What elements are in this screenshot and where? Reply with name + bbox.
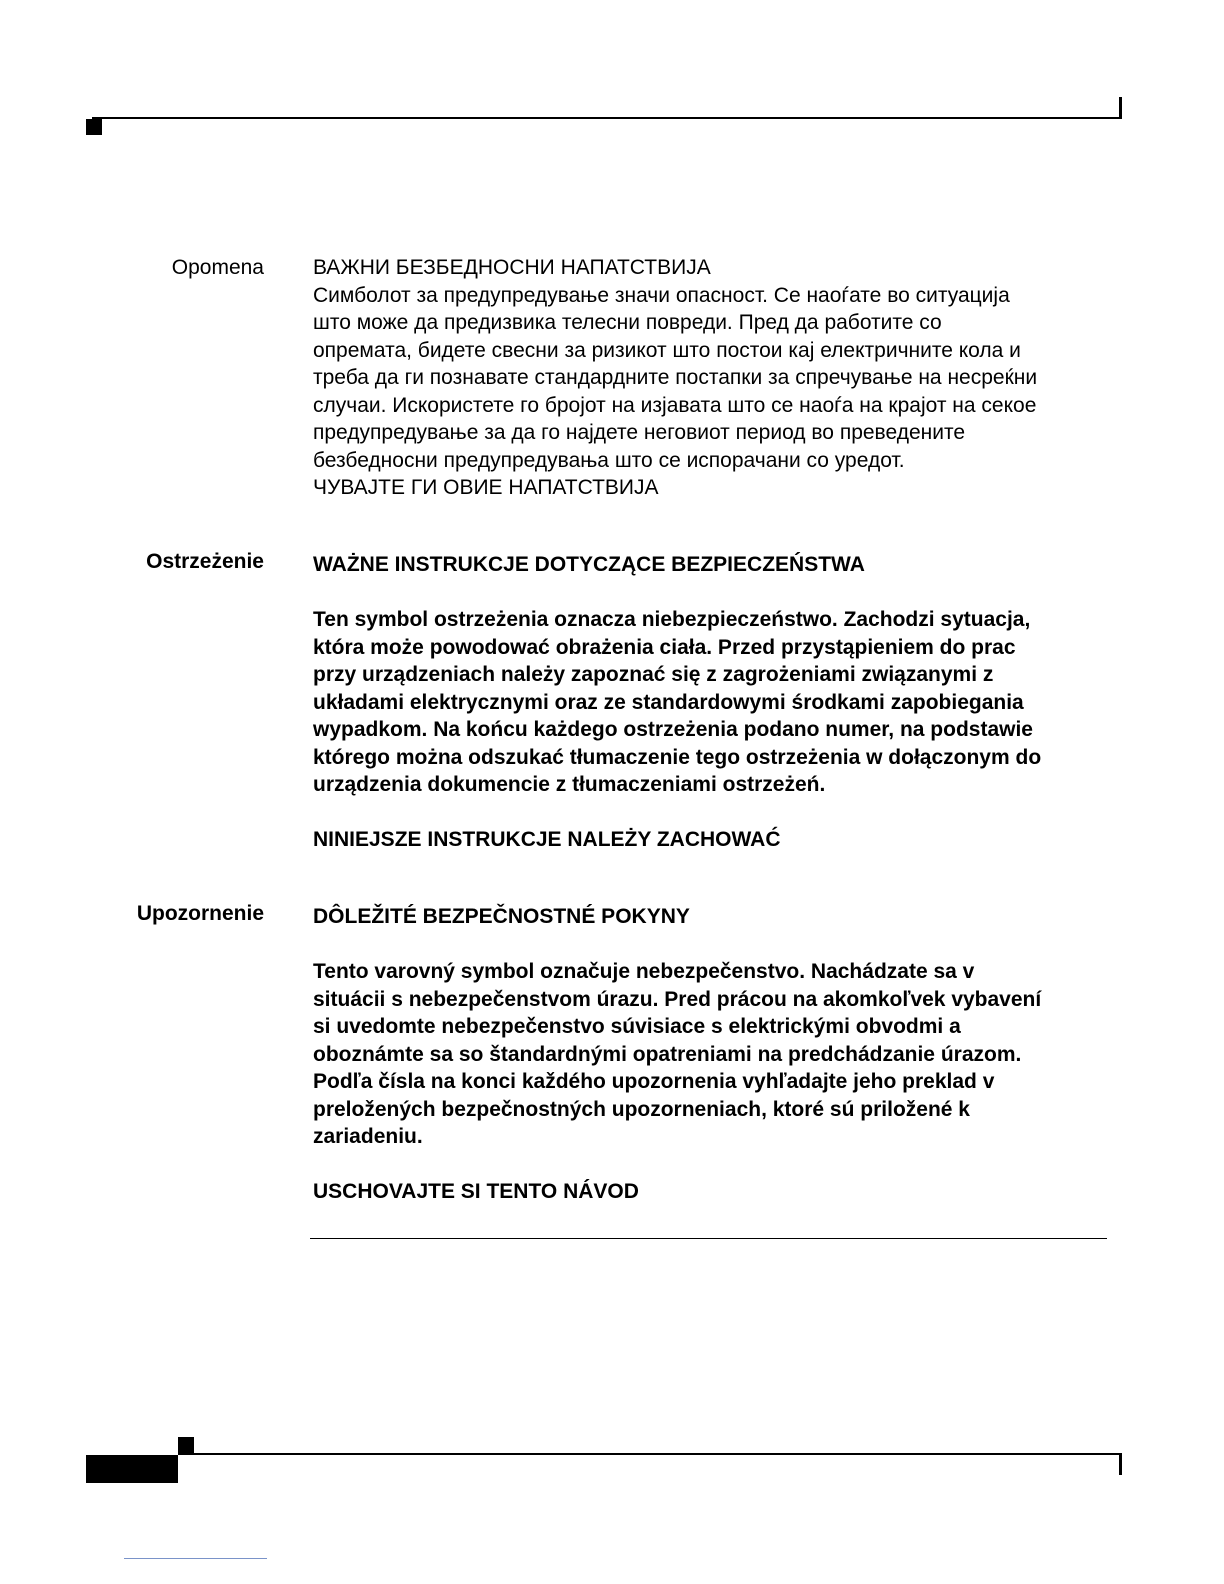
body-line: wypadkom. Na końcu każdego ostrzeżenia podano numer, na podstawie (313, 718, 1033, 741)
body-line: oboznámte sa so štandardnými opatreniami na predchádzanie úrazom. (313, 1042, 1022, 1066)
body-line: безбедносни предупредувања што се испорачани со уредот. (313, 448, 905, 472)
section-end-rule (310, 1238, 1107, 1239)
header-rule (92, 117, 1122, 119)
section-label-upozornenie: Upozornenie (136, 902, 264, 925)
body-line: Ten symbol ostrzeżenia oznacza niebezpieczeństwo. Zachodzi sytuacja, (313, 608, 1031, 631)
section-footer: NINIEJSZE INSTRUKCJE NALEŻY ZACHOWAĆ (313, 828, 781, 851)
body-line: situácii s nebezpečenstvom úrazu. Pred prácou na akomkoľvek vybavení (313, 987, 1042, 1011)
footer-marker-small (178, 1437, 194, 1453)
section-footer: USCHOVAJTE SI TENTO NÁVOD (313, 1180, 639, 1203)
body-line: предупредување за да го најдете неговиот период во преведените (313, 421, 966, 444)
body-line: zariadeniu. (313, 1125, 423, 1148)
body-line: што може да предизвика телесни повреди. Пред да работите со (313, 311, 942, 334)
body-line: preložených bezpečnostných upozorneniach, ktoré sú priložené k (313, 1097, 970, 1121)
footer-tick (1119, 1455, 1122, 1475)
body-line: Podľa čísla na konci každého upozornenia vyhľadajte jeho preklad v (313, 1070, 995, 1093)
body-line: która może powodować obrażenia ciała. Przed przystąpieniem do prac (313, 635, 1016, 659)
body-line: случаи. Искористете го бројот на изјавата што се наоѓа на крајот на секое (313, 393, 1037, 417)
header-tick (1119, 97, 1122, 117)
section-body-opomena (313, 254, 1113, 502)
section-footer: ЧУВАЈТЕ ГИ ОВИЕ НАПАТСТВИЈА (313, 476, 659, 499)
body-line: Tento varovný symbol označuje nebezpečenstvo. Nachádzate sa v (313, 960, 975, 983)
section-body-ostrzezenie (313, 551, 1113, 854)
body-line: urządzenia dokumencie z tłumaczeniami ostrzeżeń. (313, 773, 826, 796)
body-line: треба да ги познавате стандардните постапки за спречување на несреќни (313, 366, 1038, 389)
section-title: WAŻNE INSTRUKCJE DOTYCZĄCE BEZPIECZEŃSTWA (313, 553, 865, 576)
footer-link-underline[interactable] (124, 1558, 267, 1559)
section-title: ВАЖНИ БЕЗБЕДНОСНИ НАПАТСТВИЈА (313, 256, 711, 279)
body-line: опремата, бидете свесни за ризикот што постои кај електричните кола и (313, 338, 1021, 362)
body-line: którego można odszukać tłumaczenie tego ostrzeżenia w dołączonym do (313, 745, 1042, 769)
section-label-ostrzezenie: Ostrzeżenie (146, 550, 264, 573)
footer-marker (86, 1455, 178, 1483)
footer-rule (178, 1453, 1122, 1455)
body-line: przy urządzeniach należy zapoznać się z zagrożeniami związanymi z (313, 663, 994, 686)
section-body-upozornenie (313, 903, 1113, 1206)
body-line: układami elektrycznymi oraz ze standardowymi środkami zapobiegania (313, 690, 1024, 714)
body-line: Симболот за предупредување значи опасност. Се наоѓате во ситуација (313, 283, 1010, 307)
section-label-opomena: Opomena (171, 256, 264, 279)
section-title: DÔLEŽITÉ BEZPEČNOSTNÉ POKYNY (313, 905, 690, 928)
header-marker (86, 119, 102, 135)
body-line: si uvedomte nebezpečenstvo súvisiace s elektrickými obvodmi a (313, 1015, 961, 1038)
